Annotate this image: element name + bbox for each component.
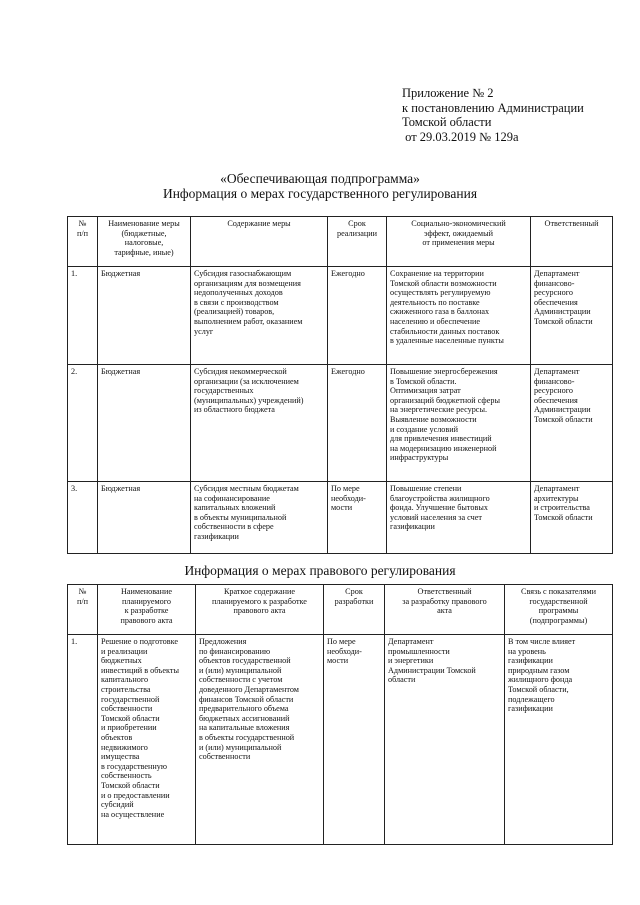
column-header: Краткое содержание планируемого к разработке правового акта: [196, 585, 324, 635]
table-cell: 1.: [68, 267, 98, 365]
annex-header: Приложение № 2 к постановлению Администрации Томской области от 29.03.2019 № 129а: [402, 86, 584, 144]
table-row: [68, 482, 613, 554]
table-cell: Департамент финансово- ресурсного обеспечения Администрации Томской области: [531, 267, 613, 365]
table-cell: Департамент промышленности и энергетики Администрации Томской области: [385, 635, 505, 845]
table-cell: Бюджетная: [98, 267, 191, 365]
table-cell: Ежегодно: [328, 365, 387, 482]
table-cell: В том числе влияет на уровень газификации природным газом жилищного фонда Томской области, подлежащего газификации: [505, 635, 613, 845]
table-cell: Ежегодно: [328, 267, 387, 365]
legal-regulation-title: Информация о мерах правового регулирования: [184, 563, 456, 578]
table-cell: Решение о подготовке и реализации бюджетных инвестиций в объекты капитального строительства государственной собственности Томской области и приобретении объектов недвижимого имущества в государственную собственность Томской области и о предоставлении субсидий на осуществление: [98, 635, 196, 845]
table-cell: 2.: [68, 365, 98, 482]
table-header-row: [68, 217, 613, 267]
table-row: [68, 267, 613, 365]
column-header: Ответственный: [531, 217, 613, 267]
table-header-row: [68, 585, 613, 635]
table-cell: Сохранение на территории Томской области возможности осуществлять регулируемую деятельность по поставке сжиженного газа в баллонах населению и обеспечение стабильности данных поставок в удаленные населенные пункты: [387, 267, 531, 365]
table-cell: По мере необходи- мости: [328, 482, 387, 554]
table-cell: Повышение энергосбережения в Томской области. Оптимизация затрат организаций бюджетной сферы на энергетические ресурсы. Выявление возможности и создание условий для привлечения инвестиций на модернизацию инженерной инфраструктуры: [387, 365, 531, 482]
table-row: [68, 635, 613, 845]
table-cell: По мере необходи- мости: [324, 635, 385, 845]
column-header: Связь с показателями государственной программы (подпрограммы): [505, 585, 613, 635]
table-cell: Повышение степени благоустройства жилищного фонда. Улучшение бытовых условий населения за счет газификации: [387, 482, 531, 554]
column-header: Наименование планируемого к разработке правового акта: [98, 585, 196, 635]
table-row: [68, 365, 613, 482]
table-cell: Субсидия местным бюджетам на софинансирование капитальных вложений в объекты муниципальной собственности в сфере газификации: [191, 482, 328, 554]
column-header: Срок реализации: [328, 217, 387, 267]
legal-regulation-table: [67, 584, 613, 845]
column-header: Социально-экономический эффект, ожидаемый от применения меры: [387, 217, 531, 267]
column-header: № п/п: [68, 585, 98, 635]
column-header: Срок разработки: [324, 585, 385, 635]
table-cell: Бюджетная: [98, 365, 191, 482]
subprogram-title: «Обеспечивающая подпрограмма»: [220, 171, 420, 186]
table-cell: 1.: [68, 635, 98, 845]
table-cell: Департамент архитектуры и строительства Томской области: [531, 482, 613, 554]
table-cell: Субсидия газоснабжающим организациям для возмещения недополученных доходов в связи с производством (реализацией) товаров, выполнением работ, оказанием услуг: [191, 267, 328, 365]
column-header: Ответственный за разработку правового акта: [385, 585, 505, 635]
table-cell: Департамент финансово- ресурсного обеспечения Администрации Томской области: [531, 365, 613, 482]
column-header: Содержание меры: [191, 217, 328, 267]
table-cell: Предложения по финансированию объектов государственной и (или) муниципальной собственности с учетом доведенного Департаментом финансов Томской области предварительного объема бюджетных ассигнований на капитальные вложения в объекты государственной и (или) муниципальной собственности: [196, 635, 324, 845]
state-regulation-title: Информация о мерах государственного регулирования: [162, 186, 478, 201]
column-header: Наименование меры (бюджетные, налоговые, тарифные, иные): [98, 217, 191, 267]
table-cell: Бюджетная: [98, 482, 191, 554]
table-cell: Субсидия некоммерческой организации (за исключением государственных (муниципальных) учреждений) из областного бюджета: [191, 365, 328, 482]
state-regulation-table: [67, 216, 613, 554]
table-cell: 3.: [68, 482, 98, 554]
column-header: № п/п: [68, 217, 98, 267]
